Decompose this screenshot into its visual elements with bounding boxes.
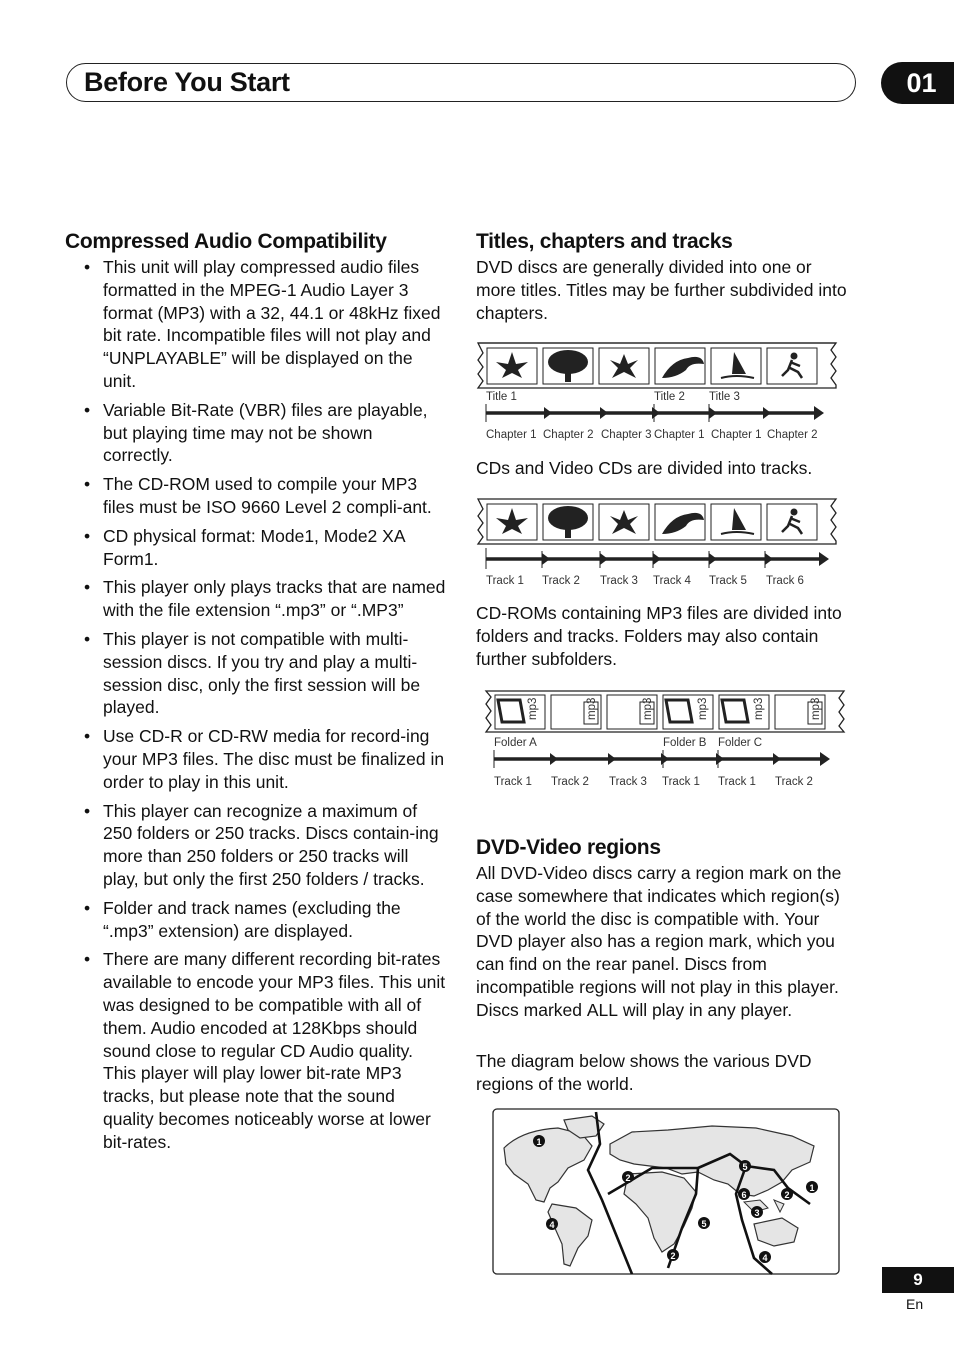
track-label: Track 1 [486,575,524,587]
compatibility-list [84,256,446,1159]
track-label: Track 2 [542,575,580,587]
file-type-label: mp3 [586,697,598,720]
region-marker [739,1160,751,1172]
skater-icon [767,348,817,384]
list-item: • This player is not compatible with multi-session discs. If you try and play a multi-session disc, only the first session will be played. [84,628,446,719]
folder-label: Folder A [494,737,537,749]
list-item: • Use CD-R or CD-RW media for record-ing your MP3 files. The disc must be finalized in order to play in this unit. [84,725,446,793]
flower-icon [599,504,649,540]
track-label: Track 6 [766,575,804,587]
windsurf-icon [711,504,761,540]
compressed-audio-heading: Compressed Audio Compatibility [65,230,387,253]
page-number: 9 [882,1267,954,1293]
title-label: Title 2 [654,391,685,403]
list-item: • There are many different recording bit-rates available to encode your MP3 files. This unit was designed to be compatible with all of them. Audio encoded at 128Kbps should sound close to regular CD Audio quality. This player will play lower bit-rate MP3 tracks, but please note that the sound quality becomes noticeably worse at lower bit-rates. [84,948,446,1153]
region-marker [738,1188,750,1200]
folder-label: Folder B [663,737,707,749]
toucan-icon [655,504,705,540]
file-icon [607,695,657,729]
folder-label: Folder C [718,737,763,749]
leaf-icon [487,348,537,384]
mp3-folders-text: CD-ROMs containing MP3 files are divided into folders and tracks. Folders may also contain further subfolders. [476,603,842,669]
dvd-structure-diagram [476,340,840,445]
svg-text:2: 2 [784,1190,790,1200]
folder-icon [495,695,545,729]
svg-text:6: 6 [741,1190,747,1200]
file-type-label: mp3 [753,697,765,720]
file-type-label: mp3 [697,697,709,720]
svg-text:2: 2 [625,1173,631,1183]
list-item: • This player only plays tracks that are named with the file extension “.mp3” or “.MP3” [84,576,446,622]
chapter-label: Chapter 1 [654,429,705,441]
region-marker [759,1251,771,1263]
list-item: • Variable Bit-Rate (VBR) files are playable, but playing time may not be shown correctly. [84,399,446,467]
cd-tracks-text: CDs and Video CDs are divided into tracks. [476,458,813,478]
chapter-label: Chapter 2 [543,429,594,441]
world-region-map [492,1108,840,1276]
leaf-icon [487,504,537,540]
list-item: • The CD-ROM used to compile your MP3 files must be ISO 9660 Level 2 compli-ant. [84,473,446,519]
regions-paragraph [476,862,858,1022]
svg-text:4: 4 [549,1220,555,1230]
flower-icon [599,348,649,384]
skater-icon [767,504,817,540]
svg-text:1: 1 [536,1137,542,1147]
regions-all-label: ALL [586,999,618,1020]
track-label: Track 3 [600,575,638,587]
svg-text:2: 2 [670,1251,676,1261]
chapter-tab: 01 [881,62,954,104]
region-marker [533,1135,545,1147]
svg-text:5: 5 [742,1162,748,1172]
language-label: En [906,1296,924,1312]
windsurf-icon [711,348,761,384]
region-marker [751,1206,763,1218]
track-label: Track 3 [609,776,647,788]
track-label: Track 2 [775,776,813,788]
svg-text:5: 5 [701,1219,707,1229]
title-label: Title 1 [486,391,517,403]
regions-text-end: will play in any player. [618,999,793,1020]
track-label: Track 1 [494,776,532,788]
svg-text:4: 4 [762,1253,768,1263]
track-label: Track 1 [662,776,700,788]
title-label: Title 3 [709,391,740,403]
file-icon [551,695,601,729]
chapter-label: Chapter 1 [486,429,537,441]
toucan-icon [655,348,705,384]
track-label: Track 5 [709,575,747,587]
track-label: Track 4 [653,575,691,587]
region-marker [698,1217,710,1229]
file-type-label: mp3 [810,697,822,720]
regions-diagram-caption: The diagram below shows the various DVD regions of the world. [476,1051,812,1094]
svg-text:1: 1 [809,1183,815,1193]
region-marker [622,1171,634,1183]
chapter-label: Chapter 3 [601,429,652,441]
list-item: • This player can recognize a maximum of 250 folders or 250 tracks. Discs contain-ing more than 250 folders or 250 tracks will play, but only the first 250 folders / tracks. [84,800,446,891]
list-item: • CD physical format: Mode1, Mode2 XA Form1. [84,525,446,571]
svg-text:3: 3 [754,1208,760,1218]
region-marker [806,1181,818,1193]
track-label: Track 2 [551,776,589,788]
regions-heading: DVD-Video regions [476,836,661,859]
file-type-label: mp3 [527,697,539,720]
region-marker [667,1249,679,1261]
mp3-structure-diagram [484,688,848,790]
tree-icon [543,504,593,540]
titles-intro: DVD discs are generally divided into one or more titles. Titles may be further subdivided into chapters. [476,257,847,323]
regions-text: All DVD-Video discs carry a region mark on the case somewhere that indicates which region(s) of the world the disc is compatible with. Your DVD player also has a region mark, which you can find on the rear panel. Discs from incompatible regions will not play in this player. Discs marked [476,863,842,1020]
page-title: Before You Start [84,67,290,97]
folder-icon [663,695,713,729]
folder-icon [719,695,769,729]
file-type-label: mp3 [642,697,654,720]
list-item: • Folder and track names (excluding the “.mp3” extension) are displayed. [84,897,446,943]
region-marker [546,1218,558,1230]
region-marker [781,1188,793,1200]
tree-icon [543,348,593,384]
chapter-label: Chapter 2 [767,429,818,441]
file-icon [775,695,825,729]
track-label: Track 1 [718,776,756,788]
chapter-label: Chapter 1 [711,429,762,441]
list-item: • This unit will play compressed audio files formatted in the MPEG-1 Audio Layer 3 format (MP3) with a 32, 44.1 or 48kHz fixed bit rate. Incompatible files will not play and “UNPLAYABLE” will be displayed on the unit. [84,256,446,393]
cd-structure-diagram [476,496,840,591]
titles-heading: Titles, chapters and tracks [476,230,733,253]
